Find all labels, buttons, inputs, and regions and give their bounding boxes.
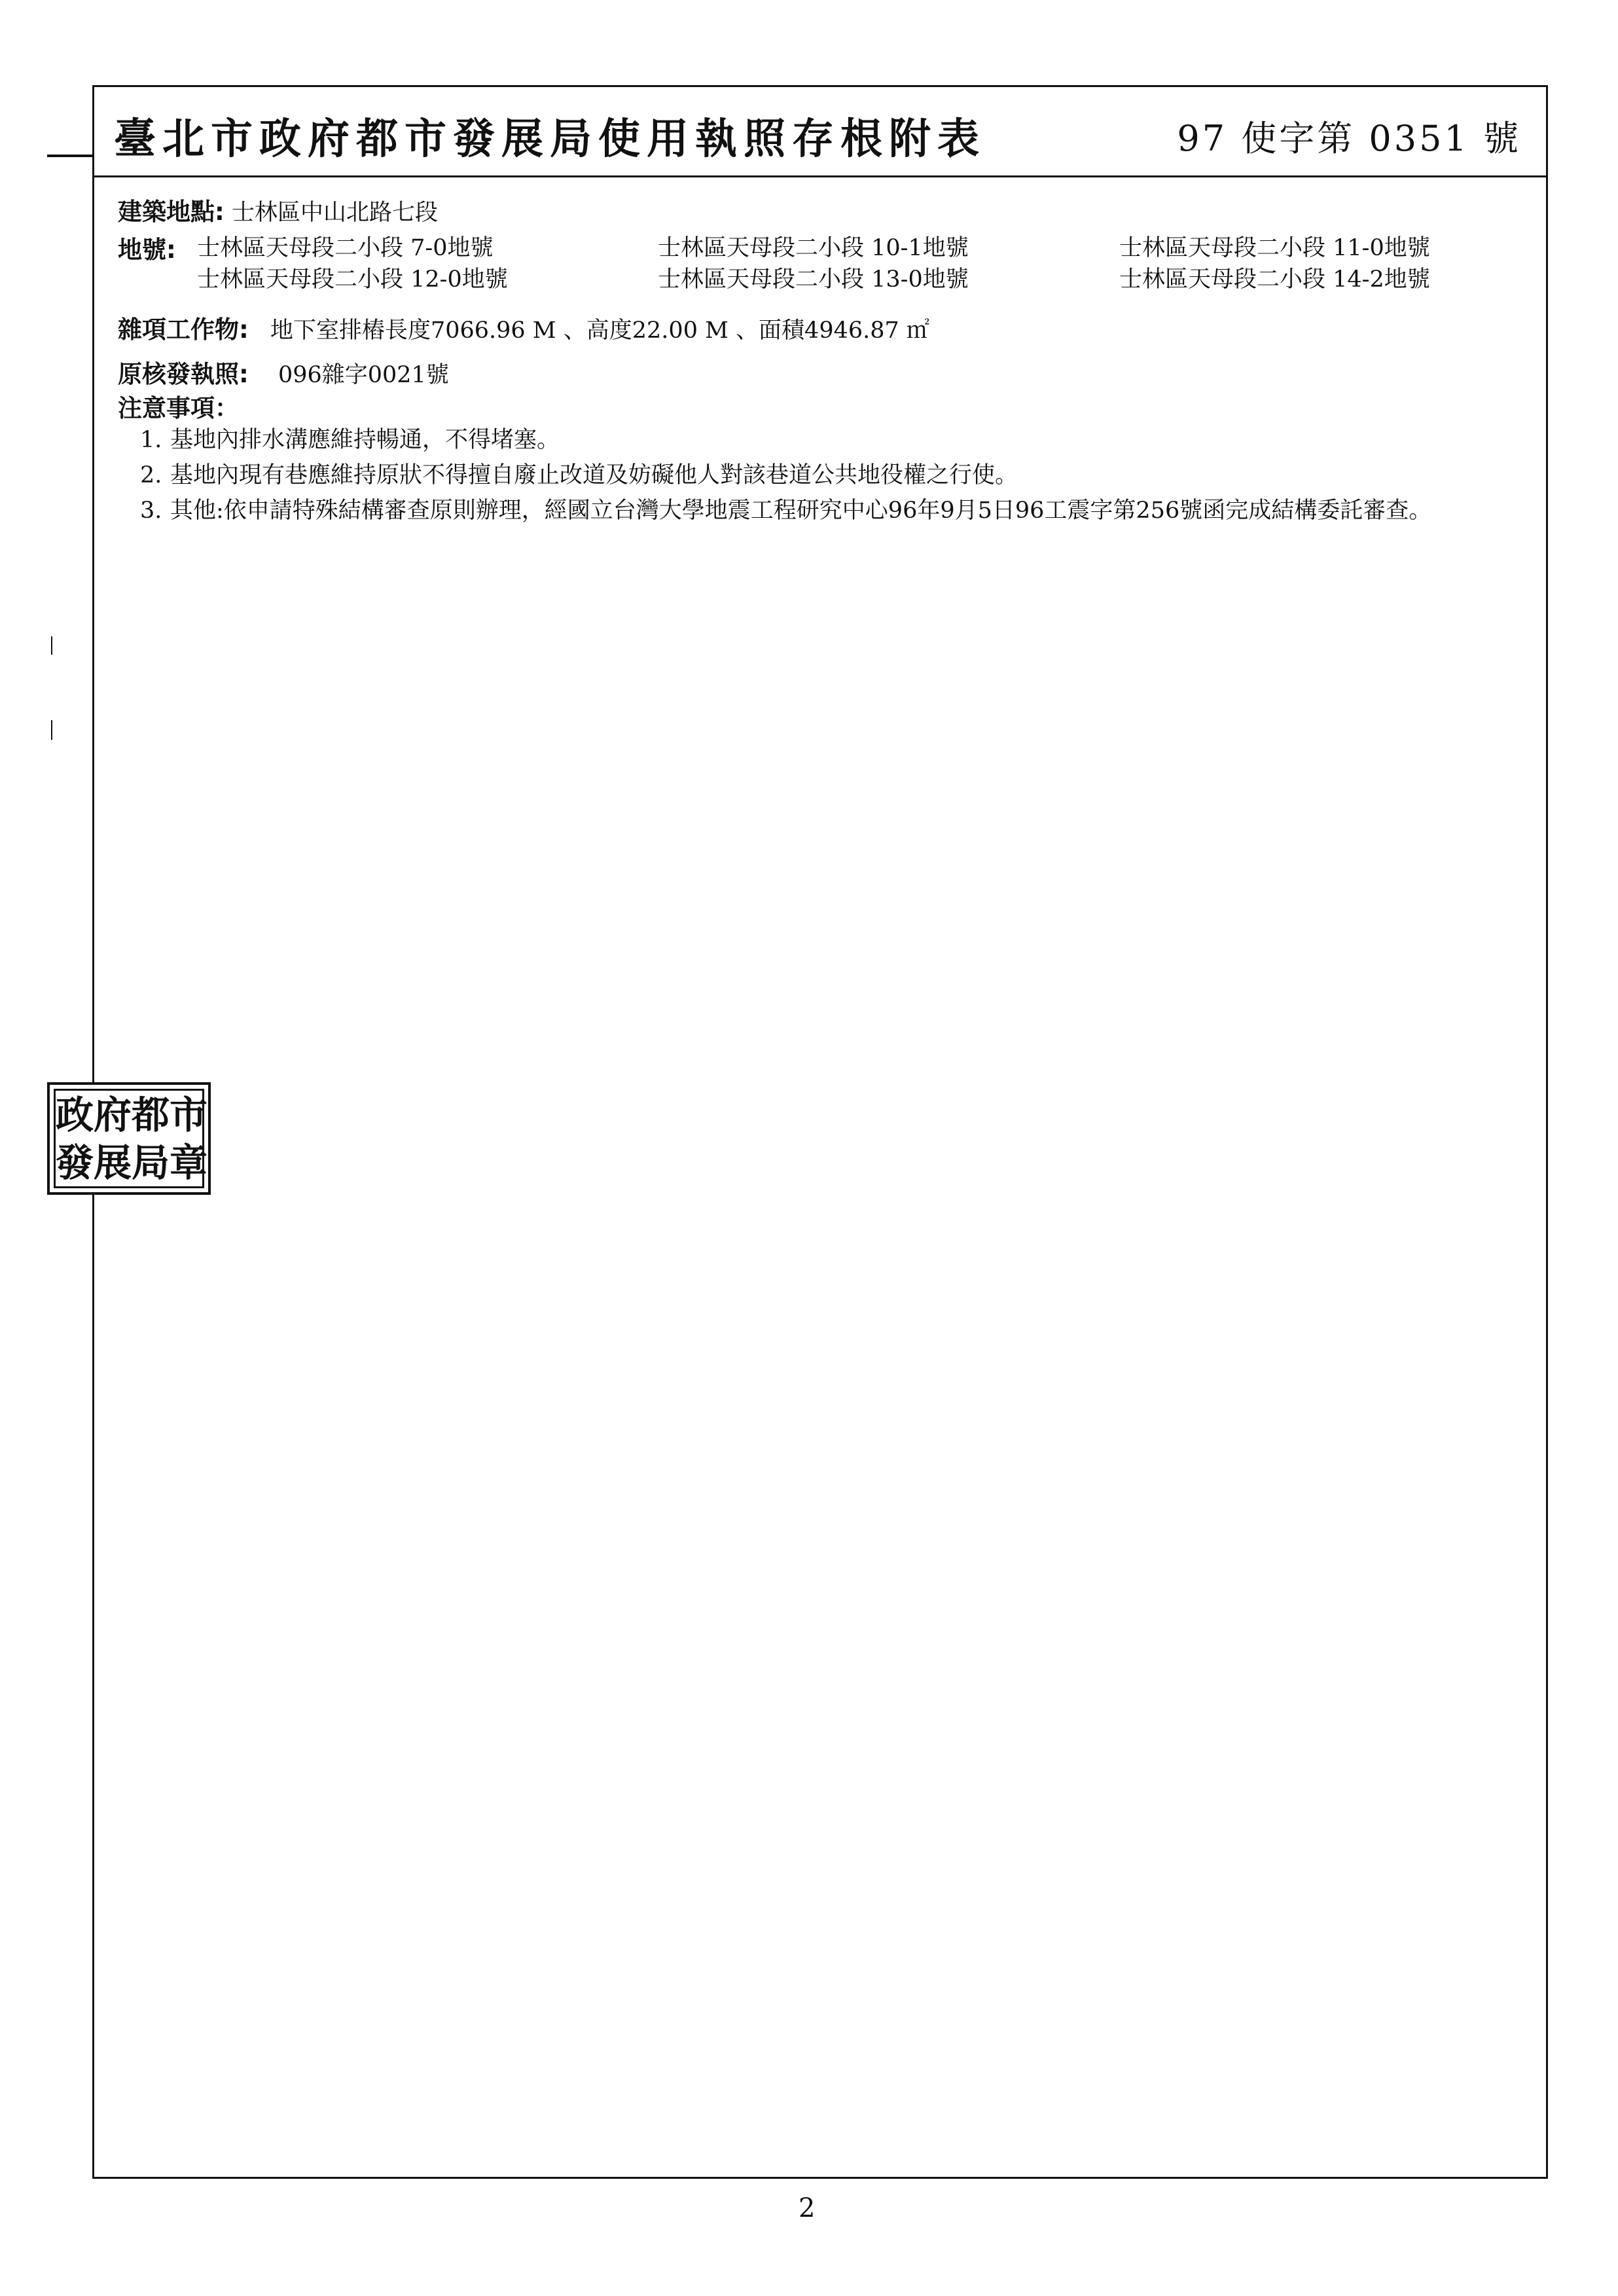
original-permit-value: 096雜字0021號	[278, 362, 449, 388]
misc-works-value: 地下室排樁長度7066.96 M 、高度22.00 M 、面積4946.87 ㎡	[270, 318, 929, 344]
site-value: 士林區中山北路七段	[231, 200, 438, 226]
note-text: 基地內現有巷應維持原狀不得擅自廢止改道及妨礙他人對該巷道公共地役權之行使。	[170, 462, 1018, 488]
parcel-item: 士林區天母段二小段 13-0地號	[658, 266, 969, 293]
seal-char: 章	[170, 1140, 208, 1185]
seal-char: 展	[94, 1140, 132, 1185]
misc-works-row	[118, 310, 929, 345]
seal-char: 局	[132, 1140, 170, 1185]
site-row	[118, 192, 438, 227]
seal-char: 政	[56, 1092, 94, 1137]
notes-list	[118, 426, 1505, 532]
page-number: 2	[799, 2193, 816, 2223]
scan-mark	[51, 720, 52, 740]
parcel-label: 地號:	[118, 236, 176, 264]
parcel-item: 士林區天母段二小段 14-2地號	[1119, 266, 1430, 293]
notes-label: 注意事項：	[118, 394, 239, 422]
notes-heading-row	[118, 388, 239, 424]
document-title: 臺北市政府都市發展局使用執照存根附表	[114, 115, 986, 164]
scan-mark	[51, 636, 52, 655]
seal-char: 都	[132, 1092, 170, 1137]
note-item	[118, 497, 1505, 524]
note-number: 1.	[140, 427, 162, 453]
seal-grid	[54, 1089, 208, 1188]
scan-mark	[47, 155, 93, 157]
note-item	[118, 462, 1505, 489]
seal-char: 市	[170, 1092, 208, 1137]
permit-number: 97 使字第 0351 號	[1177, 118, 1521, 159]
parcel-item: 士林區天母段二小段 11-0地號	[1119, 235, 1430, 261]
seal-char: 發	[56, 1140, 94, 1185]
misc-works-label: 雜項工作物:	[118, 316, 249, 344]
document-frame	[92, 85, 1548, 2179]
seal-char: 府	[94, 1092, 132, 1137]
note-number: 3.	[140, 498, 162, 524]
official-seal	[47, 1082, 211, 1195]
parcel-item: 士林區天母段二小段 7-0地號	[197, 235, 494, 261]
note-text: 基地內排水溝應維持暢通，不得堵塞。	[170, 427, 560, 453]
document-header	[94, 87, 1546, 177]
parcel-label-row	[118, 230, 176, 265]
parcel-item: 士林區天母段二小段 12-0地號	[197, 266, 508, 293]
original-permit-label: 原核發執照:	[118, 360, 249, 388]
parcel-item: 士林區天母段二小段 10-1地號	[658, 235, 969, 261]
note-number: 2.	[140, 462, 162, 488]
note-item	[118, 426, 1505, 454]
original-permit-row	[118, 354, 449, 390]
site-label: 建築地點:	[118, 198, 225, 226]
note-text: 其他:依申請特殊結構審查原則辦理，經國立台灣大學地震工程研究中心96年9月5日96工震字第256號函完成結構委託審查。	[170, 498, 1432, 524]
